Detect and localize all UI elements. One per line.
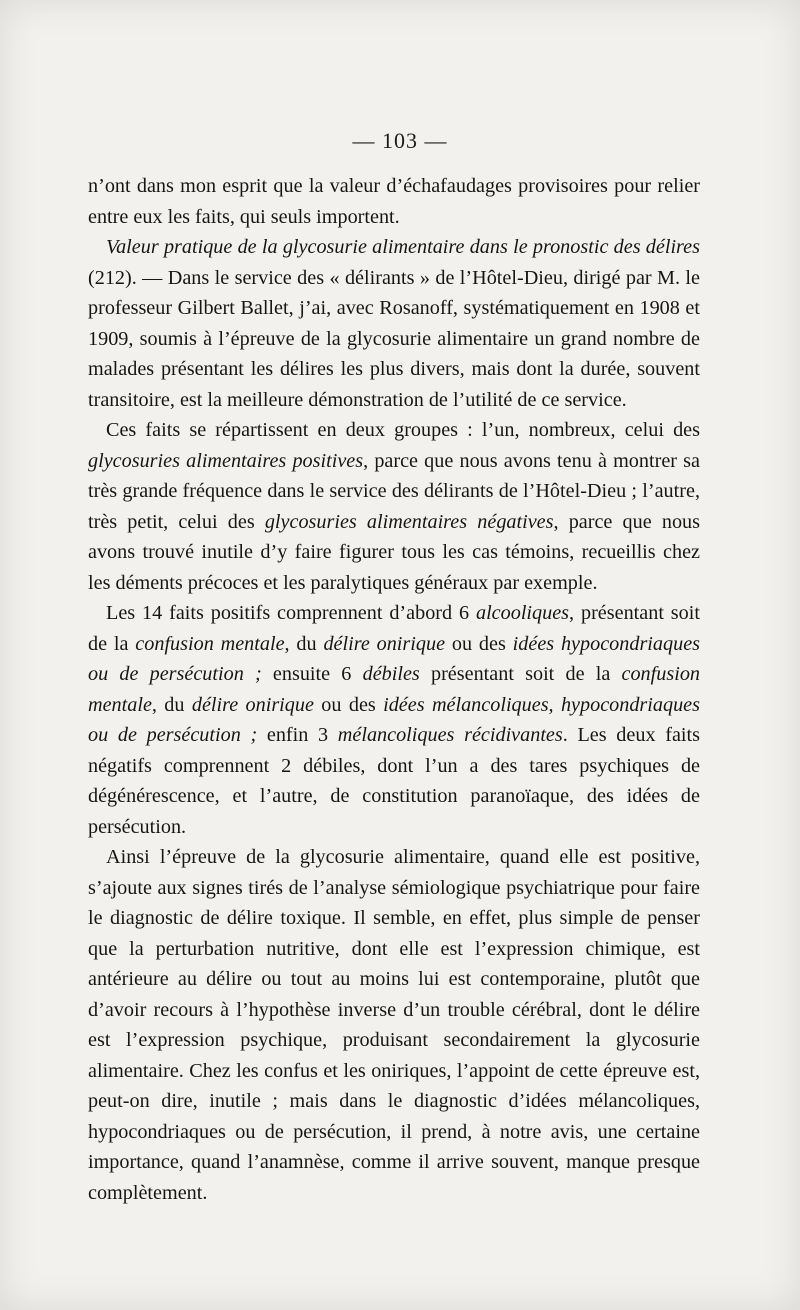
text-run: , parce que nous avons tenu à montrer sa très grande fréquence dans le service des délirants de l’Hôtel-Dieu ; l’autre, très petit, celui des	[88, 449, 700, 533]
text-run: (212). — Dans le service des « délirants » de l’Hôtel-Dieu, dirigé par M. le professeur Gilbert Ballet, j’ai, avec Rosanoff, systématiquement en 1908 et 1909, soumis à l’épreuve de la glycosurie alimentaire un grand nombre de malades présentant les délires les plus divers, mais dont la durée, souvent transitoire, est la meilleure démonstration de l’utilité de ce service.	[88, 266, 700, 411]
text-run: n’ont dans mon esprit que la valeur d’échafaudages provisoires pour relier entre eux les faits, qui seuls importent.	[88, 175, 700, 228]
text-run: , parce que nous avons trouvé inutile d’y faire figurer tous les cas témoins, recueillis chez les déments précoces et les paralytiques généraux par exemple.	[88, 510, 700, 594]
text-run: présentant soit de la	[419, 663, 622, 685]
text-run: Ainsi l’épreuve de la glycosurie alimentaire, quand elle est positive, s’ajoute aux signes tirés de l’analyse sémiologique psychiatrique pour faire le diagnostic de délire toxique. Il semble, en effet, plus simple de penser que la perturbation nutritive, dont elle est l’expression chimique, est antérieure au délire ou tout au moins lui est contemporaine, plutôt que d’avoir recours à l’hypothèse inverse d’un trouble cérébral, dont le délire est l’expression psychique, produisant secondairement la glycosurie alimentaire. Chez les confus et les oniriques, l’appoint de cette épreuve est, peut-on dire, inutile ; mais dans le diagnostic d’idées mélancoliques, hypocondriaques ou de persécution, il prend, à notre avis, une certaine importance, quand l’anamnèse, comme il arrive souvent, manque presque complètement.	[88, 846, 700, 1204]
text-run: ou des	[313, 693, 384, 716]
italic-run: délire onirique	[191, 693, 314, 716]
text-run: ensuite 6	[261, 663, 363, 685]
text-run: ou des	[445, 632, 513, 655]
text-run: Les 14 faits positifs comprennent d’abord 6	[106, 602, 476, 624]
italic-run: idées hypocondriaques ou de persécution ;	[88, 632, 701, 685]
italic-run: alcooliques	[475, 602, 570, 624]
paragraph	[88, 415, 700, 598]
italic-run: glycosuries alimentaires positives	[88, 449, 364, 472]
text-run: , présentant soit de la	[88, 602, 700, 655]
italic-run: délire onirique	[323, 632, 446, 655]
paragraph	[88, 842, 700, 1208]
italic-run: Valeur pratique de la glycosurie alimentaire dans le pronostic des délires	[106, 236, 700, 258]
paragraph	[88, 598, 700, 842]
paragraph	[88, 232, 700, 415]
text-run: Ces faits se répartissent en deux groupes : l’un, nombreux, celui des	[106, 419, 700, 441]
page-number: — 103 —	[352, 128, 448, 153]
text-run: . Les deux faits négatifs comprennent 2 débiles, dont l’un a des tares psychiques de dégénérescence, et l’autre, de constitution paranoïaque, des idées de persécution.	[88, 724, 700, 838]
text-run: enfin 3	[257, 724, 338, 746]
text-run: , du	[151, 693, 192, 716]
paragraph	[88, 171, 700, 232]
italic-run: idées mélancoliques, hypocondriaques ou de persécution ;	[88, 693, 700, 746]
italic-run: mélancoliques récidivantes	[337, 724, 563, 746]
text-run: , du	[284, 632, 324, 655]
italic-run: glycosuries alimentaires négatives	[264, 510, 554, 533]
italic-run: confusion mentale	[135, 632, 285, 655]
italic-run: confusion mentale	[88, 663, 701, 716]
italic-run: débiles	[362, 663, 420, 685]
body-text	[88, 171, 700, 1208]
